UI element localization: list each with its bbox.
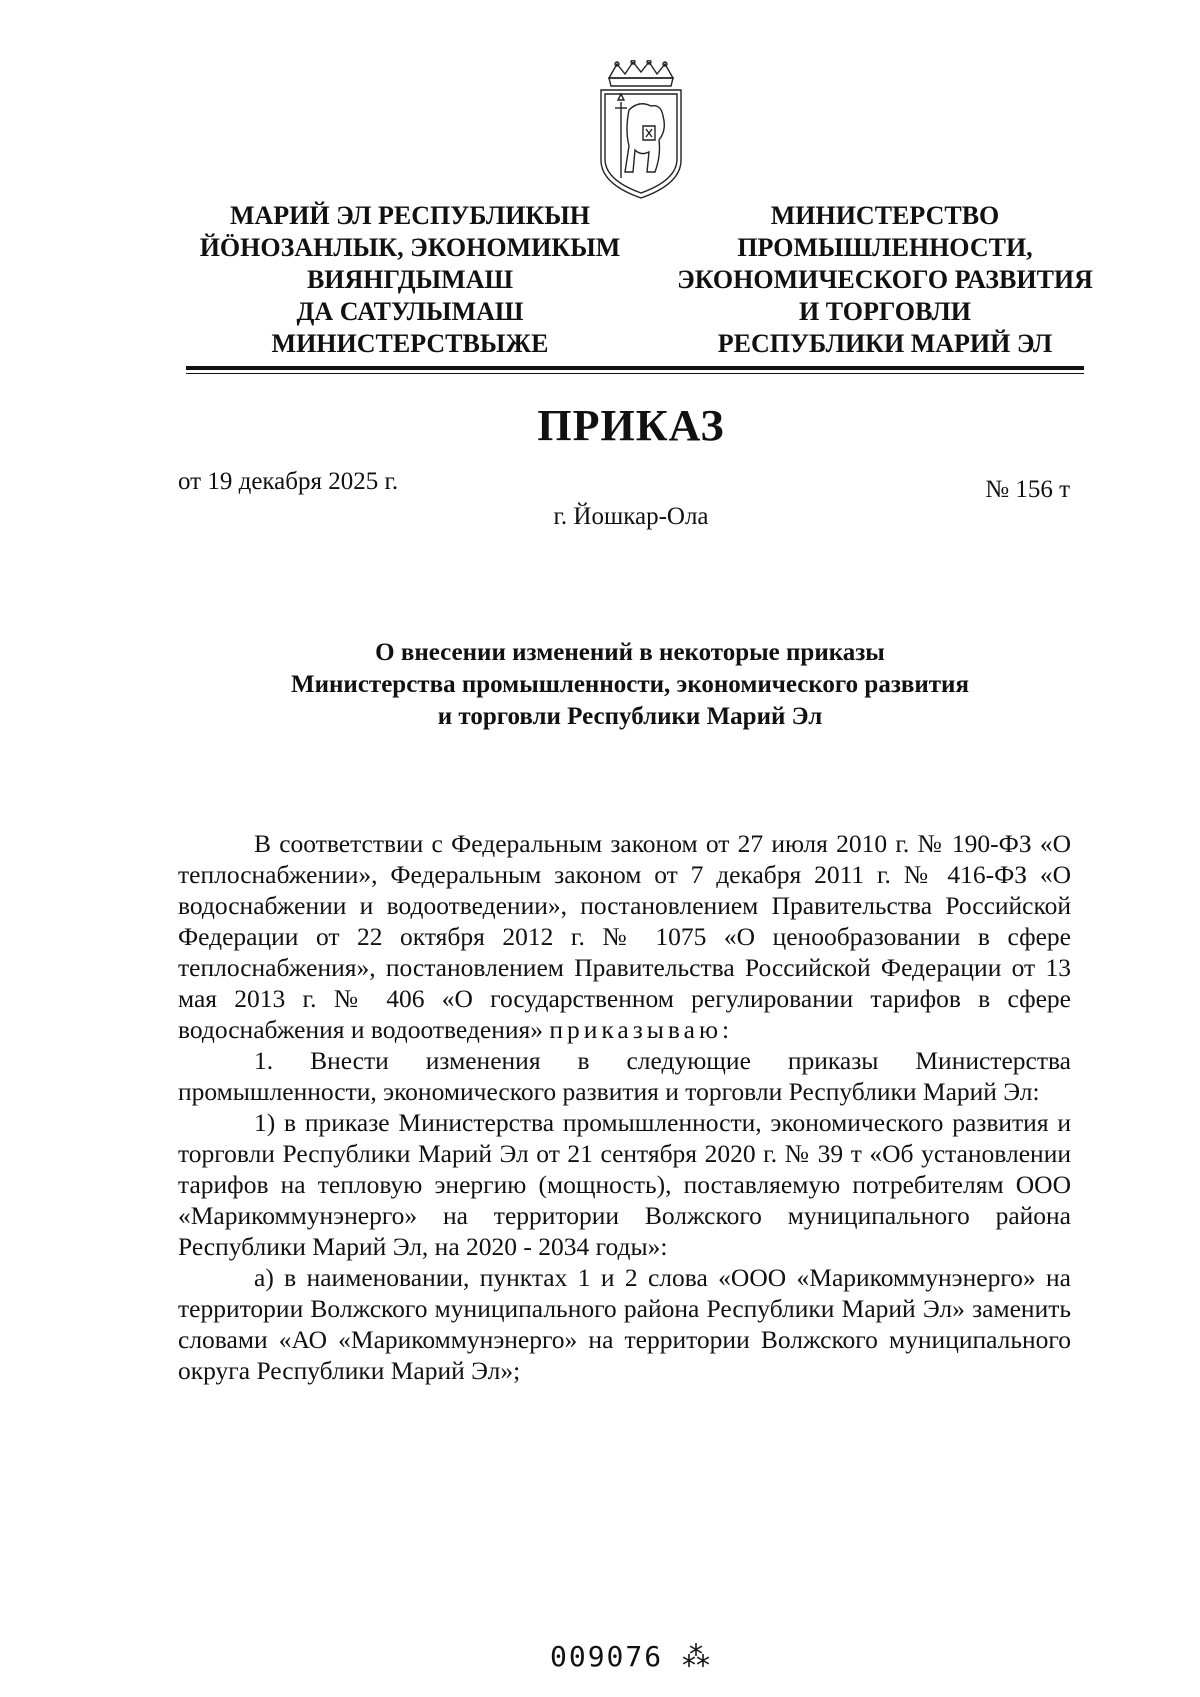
header-russian-name (655, 200, 1115, 360)
order-word: приказываю: (549, 1015, 734, 1044)
coat-of-arms-emblem (595, 60, 687, 200)
header-left-line: ДА САТУЛЫМАШ (296, 297, 524, 326)
document-city: г. Йошкар-Ола (553, 503, 709, 530)
body-paragraph-subitem-a: а) в наименовании, пунктах 1 и 2 слова «ООО «Марикоммунэнерго» на территории Волжского муниципального района Республики Марий Эл» заменить словами «АО «Марикоммунэнерго» на территории Волжского муниципального округа Республики Марий Эл»; (178, 1263, 1071, 1385)
header-right-line: РЕСПУБЛИКИ МАРИЙ ЭЛ (717, 329, 1053, 358)
header-left-line: ЙӦНОЗАНЛЫК, ЭКОНОМИКЫМ (199, 233, 621, 262)
body-paragraph-item-1: 1. Внести изменения в следующие приказы Министерства промышленности, экономического развития и торговли Республики Марий Эл: (178, 1046, 1071, 1106)
header-left-line: МАРИЙ ЭЛ РЕСПУБЛИКЫН (229, 201, 591, 230)
document-type-title: ПРИКАЗ (537, 401, 725, 450)
body-paragraph-preamble (178, 828, 1071, 1045)
header-divider-thick (186, 366, 1084, 370)
document-subject (200, 637, 1060, 733)
body-paragraph-subitem-1: 1) в приказе Министерства промышленности, экономического развития и торговли Республики Марий Эл от 21 сентября 2020 г. № 39 т «Об установлении тарифов на тепловую энергию (мощность), поставляемую потребителям ООО «Марикоммунэнерго» на территории Волжского муниципального района Республики Марий Эл, на 2020 - 2034 годы»: (178, 1108, 1071, 1261)
header-left-line: МИНИСТЕРСТВЫЖЕ (271, 329, 549, 358)
header-right-line: ПРОМЫШЛЕННОСТИ, (737, 233, 1033, 262)
document-body (178, 828, 1071, 1386)
subject-line: и торговли Республики Марий Эл (437, 703, 823, 730)
document-date: от 19 декабря 2025 г. (178, 468, 399, 495)
header-left-line: ВИЯНГДЫМАШ (306, 265, 514, 294)
header-right-line: И ТОРГОВЛИ (799, 297, 971, 326)
footer-serial-number: 009076 ⁂ (549, 1640, 712, 1673)
subject-line: О внесении изменений в некоторые приказы (375, 639, 885, 666)
header-mari-name (185, 200, 635, 360)
preamble-text: В соответствии с Федеральным законом от 27 июля 2010 г. № 190-ФЗ «О теплоснабжении», Федеральным законом от 7 декабря 2011 г. № 416-ФЗ «О водоснабжении и водоотведении», постановлением Правительства Российской Федерации от 22 октября 2012 г. № 1075 «О ценообразовании в сфере теплоснабжения», постановлением Правительства Российской Федерации от 13 мая 2013 г. № 406 «О государственном регулировании тарифов в сфере водоснабжения и водоотведения» (178, 829, 1071, 1044)
document-number: № 156 т (985, 476, 1070, 503)
header-divider-thin (186, 373, 1084, 374)
header-right-line: МИНИСТЕРСТВО (770, 201, 1000, 230)
subject-line: Министерства промышленности, экономического развития (291, 671, 969, 698)
header-right-line: ЭКОНОМИЧЕСКОГО РАЗВИТИЯ (677, 265, 1093, 294)
